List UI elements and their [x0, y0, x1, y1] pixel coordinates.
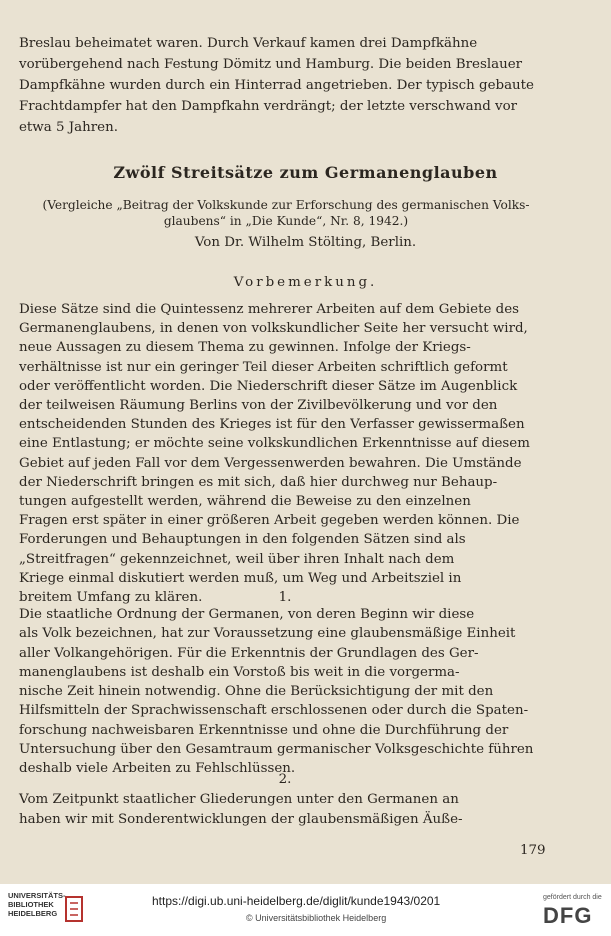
- body-line: Forderungen und Behauptungen in den folgenden Sätzen sind als: [19, 532, 466, 548]
- intro-line: vorübergehend nach Festung Dömitz und Hamburg. Die beiden Breslauer: [19, 57, 523, 72]
- author-line: Von Dr. Wilhelm Stölting, Berlin.: [194, 235, 417, 250]
- body-line: manenglaubens ist deshalb ein Vorstoß bis weit in die vorgerma-: [19, 664, 460, 680]
- body-line: Diese Sätze sind die Quintessenz mehrerer Arbeiten auf dem Gebiete des: [19, 302, 520, 317]
- copyright-notice: © Universitätsbibliothek Heidelberg: [246, 913, 387, 923]
- body-line: forschung nachweisbaren Erkenntnisse und ohne die Durchführung der: [19, 722, 509, 738]
- body-line: Die staatliche Ordnung der Germanen, von deren Beginn wir diese: [19, 607, 475, 622]
- reference-line: glaubens“ in „Die Kunde“, Nr. 8, 1942.): [163, 214, 409, 228]
- funding-label: gefördert durch die: [543, 894, 602, 901]
- vorbemerkung-heading: Vorbemerkung.: [233, 275, 378, 290]
- section-number-1: 1.: [278, 590, 292, 605]
- vorbemerkung-paragraph: [19, 300, 547, 607]
- body-line: aller Volkangehörigen. Für die Erkenntnis der Grundlagen des Ger-: [19, 645, 479, 661]
- body-line: Kriege einmal diskutiert werden muß, um Weg und Arbeitsziel in: [19, 570, 462, 586]
- page-number: 179: [520, 843, 546, 858]
- university-seal-icon: [64, 895, 84, 923]
- body-line: verhältnisse ist nur ein geringer Teil dieser Arbeiten schriftlich geformt: [19, 359, 508, 375]
- body-line: neue Aussagen zu diesem Thema zu gewinnen. Infolge der Kriegs-: [19, 340, 471, 356]
- section-1-paragraph: [19, 605, 547, 779]
- reference-note: [22, 197, 550, 229]
- body-line: Fragen erst später in einer größeren Arbeit gegeben werden können. Die: [19, 513, 520, 529]
- body-line: nische Zeit hinein notwendig. Ohne die Berücksichtigung der mit den: [19, 684, 494, 700]
- body-line: Vom Zeitpunkt staatlicher Gliederungen unter den Germanen an: [19, 792, 459, 807]
- viewer-footer: [0, 884, 611, 936]
- reference-line: (Vergleiche „Beitrag der Volkskunde zur Erforschung des germanischen Volks-: [42, 198, 530, 212]
- body-line: Germanenglaubens, in denen von volkskundlicher Seite her versucht wird,: [19, 321, 528, 337]
- body-line: deshalb viele Arbeiten zu Fehlschlüssen.: [19, 761, 296, 777]
- body-line: der teilweisen Räumung Berlins von der Zivilbevölkerung und vor den: [19, 398, 498, 414]
- body-line: entscheidenden Stunden des Krieges ist für den Verfasser gewissermaßen: [19, 417, 525, 433]
- body-line: oder veröffentlicht worden. Die Niederschrift dieser Sätze im Augenblick: [19, 378, 518, 394]
- page-url-link[interactable]: https://digi.ub.uni-heidelberg.de/diglit/kunde1943/0201: [152, 894, 441, 908]
- body-line: Hilfsmitteln der Sprachwissenschaft erschlossenen oder durch die Spaten-: [19, 703, 529, 719]
- library-name-line: BIBLIOTHEK: [8, 900, 54, 909]
- body-line: „Streitfragen“ gekennzeichnet, weil über ihren Inhalt nach dem: [19, 551, 455, 567]
- intro-line: Frachtdampfer hat den Dampfkahn verdrängt; der letzte verschwand vor: [19, 99, 518, 114]
- library-name-line: UNIVERSITÄTS-: [8, 891, 66, 900]
- intro-paragraph: [19, 33, 547, 138]
- body-line: haben wir mit Sonderentwicklungen der glaubensmäßigen Äuße-: [19, 811, 463, 827]
- body-line: breitem Umfang zu klären.: [19, 590, 203, 606]
- intro-line: Dampfkähne wurden durch ein Hinterrad angetrieben. Der typisch gebaute: [19, 78, 534, 93]
- body-line: eine Entlastung; er möchte seine volkskundlichen Erkenntnisse auf diesem: [19, 436, 530, 452]
- intro-line: Breslau beheimatet waren. Durch Verkauf kamen drei Dampfkähne: [19, 36, 478, 51]
- body-line: Untersuchung über den Gesamtraum germanischer Volksgeschichte führen: [19, 742, 534, 758]
- article-title: Zwölf Streitsätze zum Germanenglauben: [113, 163, 498, 182]
- body-line: als Volk bezeichnen, hat zur Voraussetzung eine glaubensmäßige Einheit: [19, 626, 516, 642]
- dfg-logo[interactable]: DFG: [543, 903, 593, 928]
- body-line: Gebiet auf jeden Fall vor dem Vergessenwerden bewahren. Die Umstände: [19, 455, 522, 471]
- section-2-paragraph: [19, 790, 547, 829]
- intro-line: etwa 5 Jahren.: [19, 120, 118, 135]
- library-name-line: HEIDELBERG: [8, 909, 58, 918]
- body-line: tungen aufgestellt werden, während die Beweise zu den einzelnen: [19, 494, 471, 510]
- section-number-2: 2.: [278, 772, 292, 787]
- body-line: der Niederschrift bringen es mit sich, daß hier durchweg nur Behaup-: [19, 474, 498, 490]
